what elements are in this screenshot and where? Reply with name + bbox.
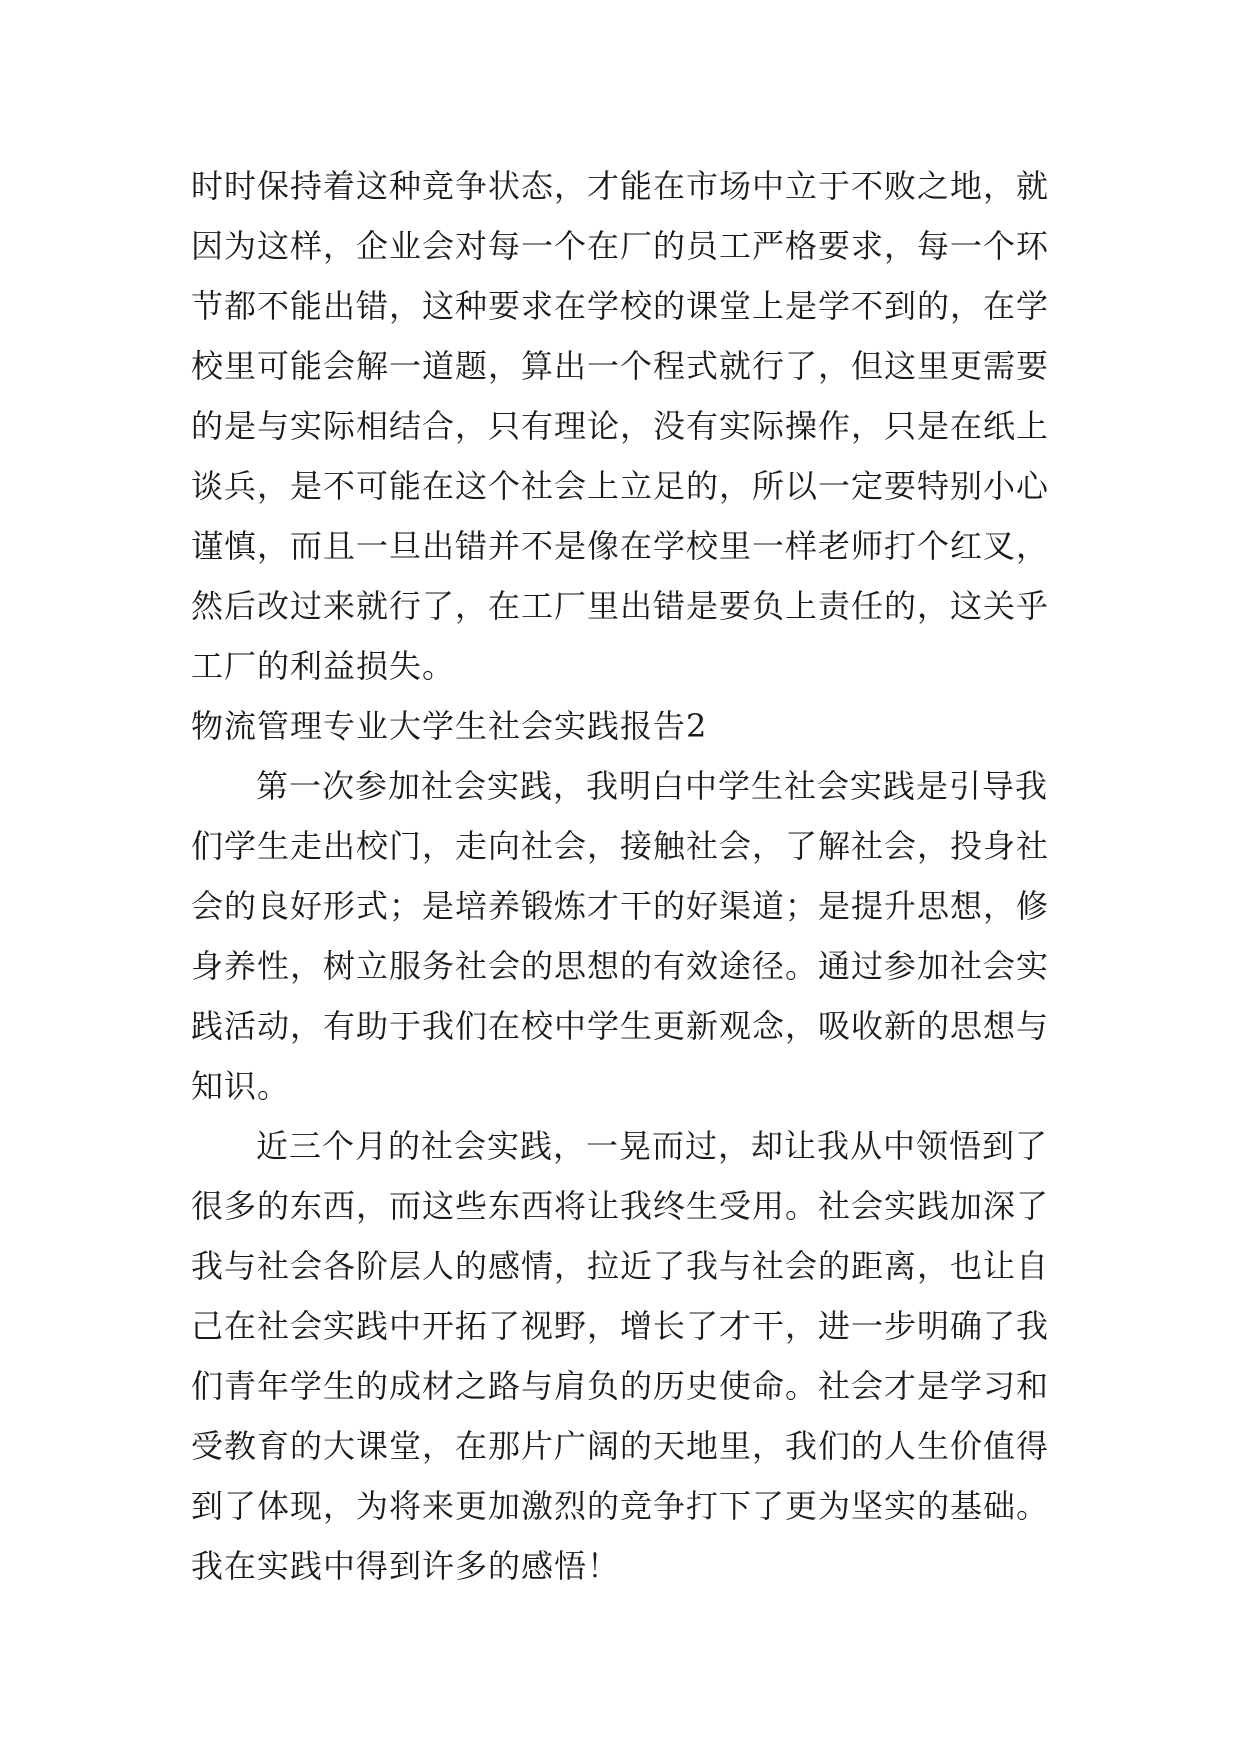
- paragraph-line: 们青年学生的成材之路与肩负的历史使命。社会才是学习和: [191, 1367, 1050, 1405]
- paragraph-line: 工厂的利益损失。: [191, 647, 456, 685]
- paragraph-line: 身养性，树立服务社会的思想的有效途径。通过参加社会实: [191, 947, 1050, 985]
- paragraph-line: 到了体现，为将来更加激烈的竞争打下了更为坚实的基础。: [191, 1487, 1050, 1525]
- paragraph-line: 们学生走出校门，走向社会，接触社会，了解社会，投身社: [191, 827, 1050, 865]
- paragraph-line: 己在社会实践中开拓了视野，增长了才干，进一步明确了我: [191, 1307, 1050, 1345]
- paragraph-line: 我与社会各阶层人的感情，拉近了我与社会的距离，也让自: [191, 1247, 1050, 1285]
- paragraph-line: 受教育的大课堂，在那片广阔的天地里，我们的人生价值得: [191, 1427, 1050, 1465]
- paragraph-line: 践活动，有助于我们在校中学生更新观念，吸收新的思想与: [191, 1007, 1050, 1045]
- paragraph-line: 因为这样，企业会对每一个在厂的员工严格要求，每一个环: [191, 227, 1050, 265]
- paragraph-line: 会的良好形式；是培养锻炼才干的好渠道；是提升思想，修: [191, 887, 1050, 925]
- paragraph-line: 近三个月的社会实践，一晃而过，却让我从中领悟到了: [256, 1127, 1049, 1165]
- paragraph-line: 谨慎，而且一旦出错并不是像在学校里一样老师打个红叉，: [191, 527, 1050, 565]
- paragraph-line: 节都不能出错，这种要求在学校的课堂上是学不到的，在学: [191, 287, 1050, 325]
- paragraph-line: 校里可能会解一道题，算出一个程式就行了，但这里更需要: [191, 347, 1050, 385]
- paragraph-line: 知识。: [191, 1067, 291, 1105]
- paragraph-line: 谈兵，是不可能在这个社会上立足的，所以一定要特别小心: [191, 467, 1050, 505]
- paragraph-line: 时时保持着这种竞争状态，才能在市场中立于不败之地，就: [191, 167, 1050, 205]
- paragraph-line: 第一次参加社会实践，我明白中学生社会实践是引导我: [256, 767, 1049, 805]
- paragraph-line: 的是与实际相结合，只有理论，没有实际操作，只是在纸上: [191, 407, 1050, 445]
- paragraph-line: 然后改过来就行了，在工厂里出错是要负上责任的，这关乎: [191, 587, 1050, 625]
- paragraph-line: 很多的东西，而这些东西将让我终生受用。社会实践加深了: [191, 1187, 1050, 1225]
- section-heading: 物流管理专业大学生社会实践报告2: [191, 707, 708, 745]
- paragraph-line: 我在实践中得到许多的感悟！: [191, 1547, 621, 1585]
